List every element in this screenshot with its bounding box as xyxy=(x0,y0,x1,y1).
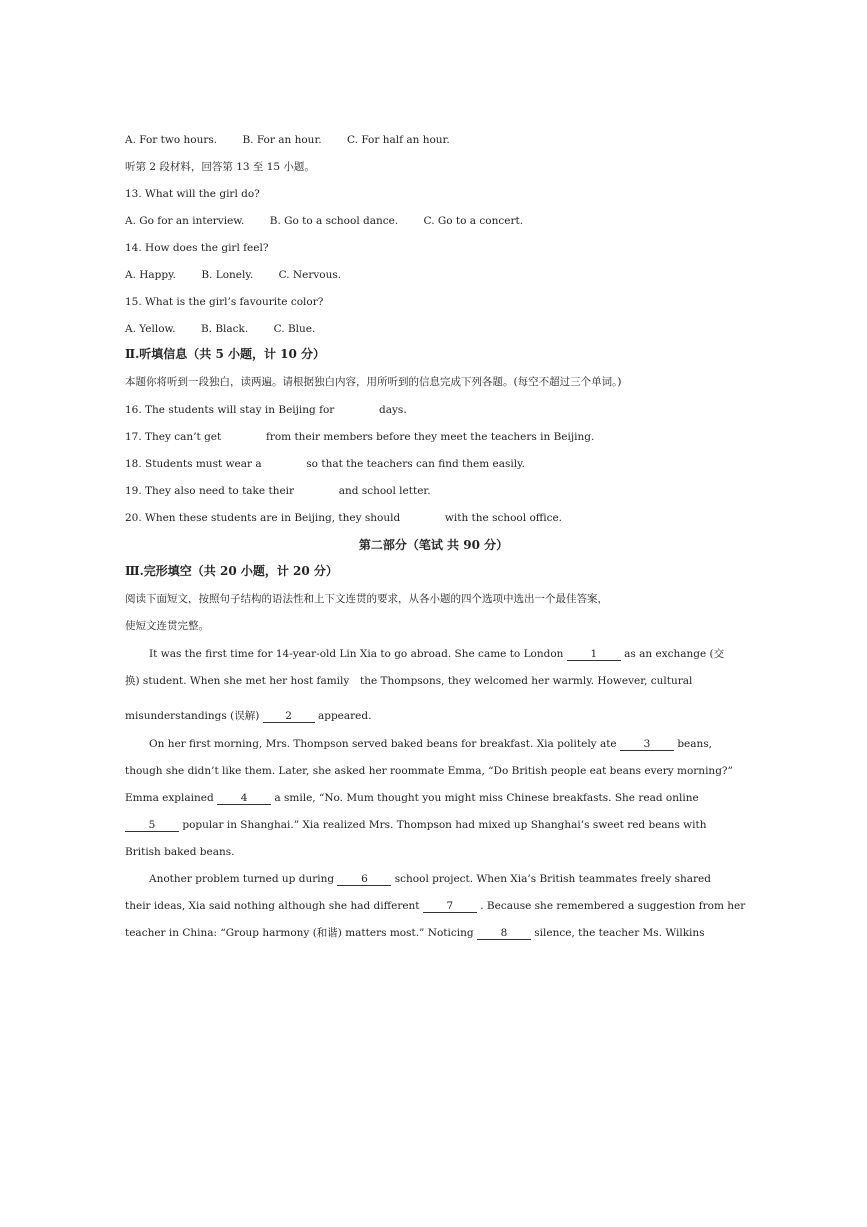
q13-option-a[interactable]: A. Go for an interview. xyxy=(125,215,245,227)
q16 xyxy=(125,403,407,417)
passage-p3-line3 xyxy=(125,926,705,940)
q14-option-b[interactable]: B. Lonely. xyxy=(201,269,254,281)
q20 xyxy=(125,511,562,525)
q15-option-c[interactable]: C. Blue. xyxy=(273,323,316,335)
text-segment: misunderstandings (误解) xyxy=(125,710,260,722)
part2-heading: 第二部分（笔试 共 90 分） xyxy=(358,538,509,552)
text-segment: Another problem turned up during xyxy=(149,873,335,885)
text-segment: their ideas, Xia said nothing although she had different xyxy=(125,900,420,912)
q16-after: days. xyxy=(379,404,407,416)
q18 xyxy=(125,457,525,471)
blank-3[interactable]: 3 xyxy=(620,738,674,751)
q19 xyxy=(125,484,431,498)
q15-option-b[interactable]: B. Black. xyxy=(200,323,249,335)
q14-option-a[interactable]: A. Happy. xyxy=(125,269,176,281)
text-segment: teacher in China: “Group harmony (和谐) matters most.” Noticing xyxy=(125,927,474,939)
passage-p2-line5: British baked beans. xyxy=(125,846,235,858)
q19-before: 19. They also need to take their xyxy=(125,485,295,497)
passage-p1-line2 xyxy=(125,674,692,688)
passage-p3-line1 xyxy=(149,872,711,886)
text-segment: . Because she remembered a suggestion from her xyxy=(480,900,746,912)
q20-before: 20. When these students are in Beijing, they should xyxy=(125,512,401,524)
q16-before: 16. The students will stay in Beijing for xyxy=(125,404,335,416)
text-segment: Emma explained xyxy=(125,792,214,804)
q19-after: and school letter. xyxy=(338,485,431,497)
passage-p2-line2: though she didn’t like them. Later, she asked her roommate Emma, “Do British people eat beans every morning?” xyxy=(125,765,733,777)
section3-heading: Ⅲ.完形填空（共 20 小题，计 20 分） xyxy=(125,564,338,578)
passage-p2-line1 xyxy=(149,737,712,751)
blank-5[interactable]: 5 xyxy=(125,819,179,832)
q12-option-c[interactable]: C. For half an hour. xyxy=(347,134,450,146)
q12-option-b[interactable]: B. For an hour. xyxy=(242,134,322,146)
text-segment: silence, the teacher Ms. Wilkins xyxy=(534,927,705,939)
section2-instruction: 本题你将听到一段独白，读两遍。请根据独白内容，用所听到的信息完成下列各题。(每空不超过三个单词。) xyxy=(125,376,622,388)
q17-after: from their members before they meet the teachers in Beijing. xyxy=(265,431,595,443)
blank-4[interactable]: 4 xyxy=(217,792,271,805)
section3-instruction-line1: 阅读下面短文，按照句子结构的语法性和上下文连贯的要求，从各小题的四个选项中选出一个最佳答案， xyxy=(125,593,608,605)
text-segment: popular in Shanghai.” Xia realized Mrs. Thompson had mixed up Shanghai’s sweet red beans with xyxy=(182,819,707,831)
q15-question: 15. What is the girl’s favourite color? xyxy=(125,296,324,308)
q14-option-c[interactable]: C. Nervous. xyxy=(278,269,342,281)
q13-question: 13. What will the girl do? xyxy=(125,188,260,200)
passage-p3-line2 xyxy=(125,899,745,913)
text-segment: appeared. xyxy=(317,710,372,722)
blank-2[interactable]: 2 xyxy=(263,710,315,723)
q12-options xyxy=(125,133,450,147)
section3-instruction-line2: 使短文连贯完整。 xyxy=(125,620,209,632)
q14-options xyxy=(125,268,341,282)
passage-p2-line4 xyxy=(125,818,707,832)
q15-options xyxy=(125,322,315,336)
section2-heading: Ⅱ.听填信息（共 5 小题，计 10 分） xyxy=(125,347,326,361)
q18-after: so that the teachers can find them easily. xyxy=(306,458,525,470)
passage-p1-line1 xyxy=(149,647,724,661)
blank-8[interactable]: 8 xyxy=(477,927,531,940)
text-segment: On her first morning, Mrs. Thompson served baked beans for breakfast. Xia politely ate xyxy=(149,738,617,750)
q20-after: with the school office. xyxy=(444,512,563,524)
q17-before: 17. They can’t get xyxy=(125,431,222,443)
text-segment: beans, xyxy=(677,738,713,750)
text-segment: school project. When Xia’s British teammates freely shared xyxy=(394,873,711,885)
blank-6[interactable]: 6 xyxy=(337,873,391,886)
q18-before: 18. Students must wear a xyxy=(125,458,262,470)
blank-7[interactable]: 7 xyxy=(423,900,477,913)
text-segment: as an exchange (交 xyxy=(624,648,725,660)
q12-option-a[interactable]: A. For two hours. xyxy=(125,134,218,146)
blank-1[interactable]: 1 xyxy=(567,648,621,661)
q15-option-a[interactable]: A. Yellow. xyxy=(125,323,176,335)
passage-p1-line3 xyxy=(125,709,371,723)
passage2-instruction: 听第 2 段材料，回答第 13 至 15 小题。 xyxy=(125,161,315,173)
passage-p2-line3 xyxy=(125,791,699,805)
text-segment: the Thompsons, they welcomed her warmly. However, cultural xyxy=(360,675,693,687)
q14-question: 14. How does the girl feel? xyxy=(125,242,269,254)
q17 xyxy=(125,430,594,444)
text-segment: 换) student. When she met her host family xyxy=(125,675,350,687)
q13-option-b[interactable]: B. Go to a school dance. xyxy=(269,215,399,227)
q13-options xyxy=(125,214,523,228)
text-segment: a smile, “No. Mum thought you might miss Chinese breakfasts. She read online xyxy=(274,792,699,804)
text-segment: It was the first time for 14-year-old Lin Xia to go abroad. She came to London xyxy=(149,648,564,660)
q13-option-c[interactable]: C. Go to a concert. xyxy=(423,215,524,227)
